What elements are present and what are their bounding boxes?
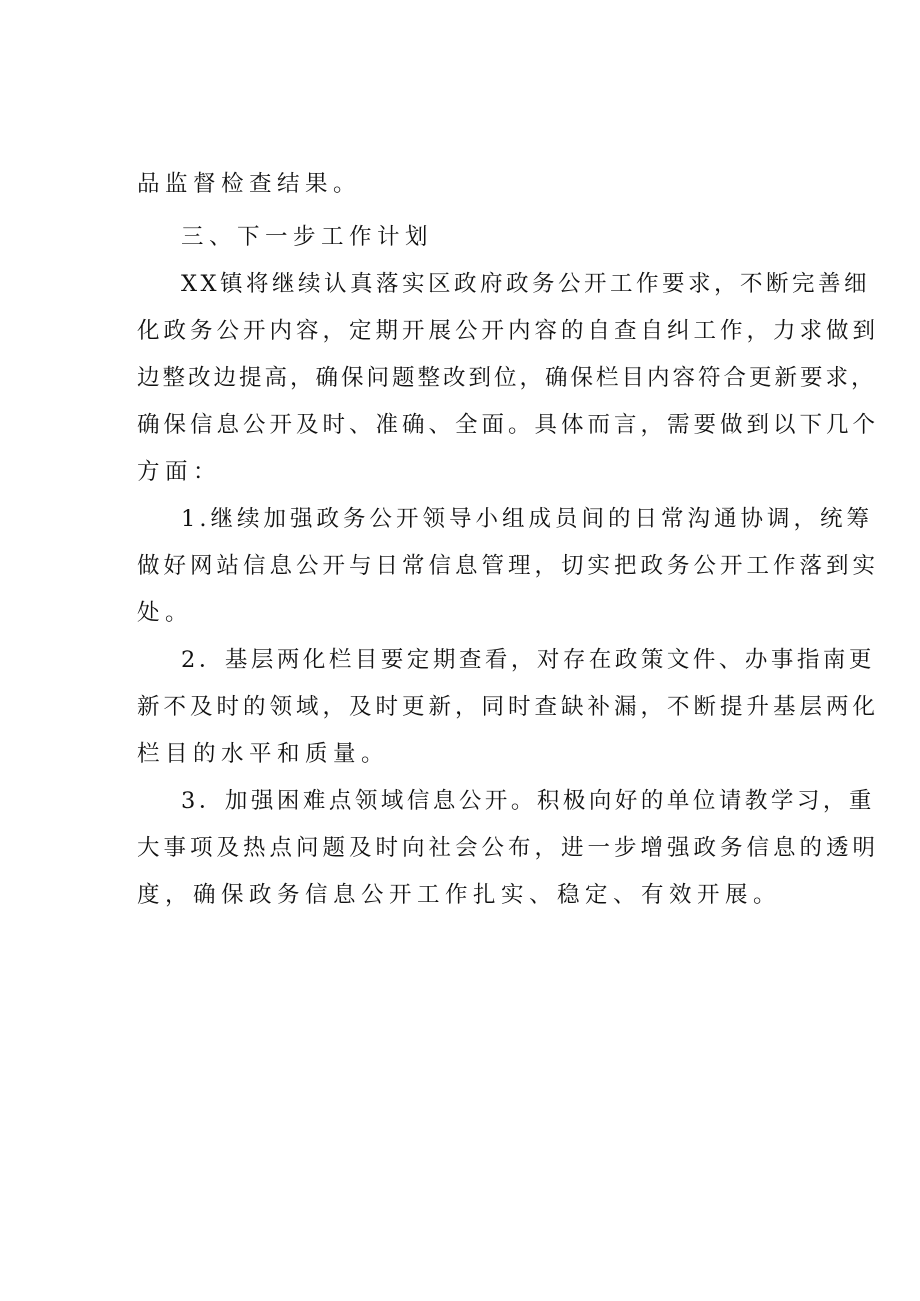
- paragraph-continuation-line-1: 品监督检查结果。: [137, 171, 362, 197]
- list-item-3-line-1: 3．加强困难点领域信息公开。积极向好的单位请教学习，重: [181, 788, 875, 814]
- list-item-2-line-2: 新不及时的领域，及时更新，同时查缺补漏，不断提升基层两化: [137, 694, 880, 720]
- list-item-3-line-3: 度，确保政务信息公开工作扎实、稳定、有效开展。: [137, 882, 782, 908]
- list-item-2-line-1: 2．基层两化栏目要定期查看，对存在政策文件、办事指南更: [181, 647, 875, 673]
- list-item-1-line-3: 处。: [137, 600, 194, 626]
- paragraph-intro-line-1: XX镇将继续认真落实区政府政务公开工作要求，不断完善细: [181, 271, 871, 297]
- paragraph-intro-line-4: 确保信息公开及时、准确、全面。具体而言，需要做到以下几个: [137, 412, 880, 438]
- paragraph-intro-line-2: 化政务公开内容，定期开展公开内容的自查自纠工作，力求做到: [137, 318, 880, 344]
- list-item-3-line-2: 大事项及热点问题及时向社会公布，进一步增强政务信息的透明: [137, 835, 880, 861]
- list-item-1-line-2: 做好网站信息公开与日常信息管理，切实把政务公开工作落到实: [137, 553, 880, 579]
- list-item-2-line-3: 栏目的水平和质量。: [137, 741, 390, 767]
- paragraph-intro-line-3: 边整改边提高，确保问题整改到位，确保栏目内容符合更新要求，: [137, 365, 877, 391]
- list-item-1-line-1: 1.继续加强政务公开领导小组成员间的日常沟通协调，统筹: [181, 506, 873, 532]
- section-heading: 三、下一步工作计划: [181, 224, 434, 250]
- paragraph-intro-line-5: 方面：: [137, 459, 222, 485]
